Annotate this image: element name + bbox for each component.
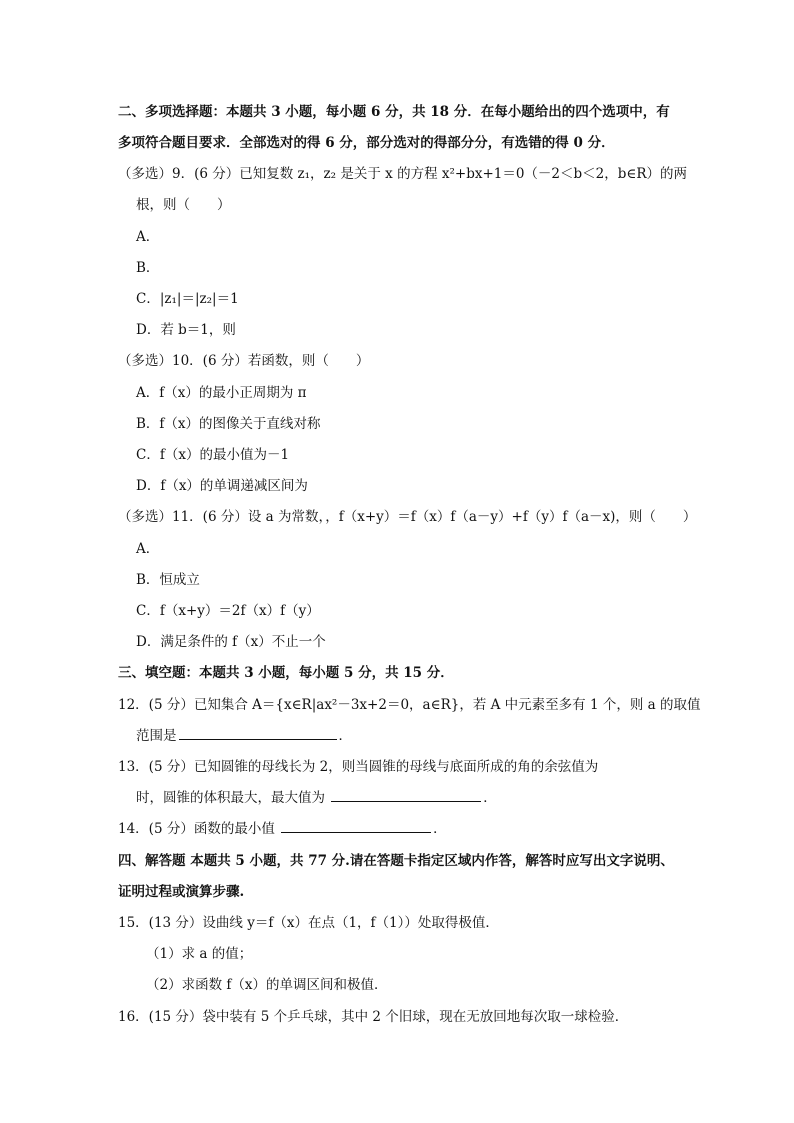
- q14-text: 14．(5 分）函数的最小值: [118, 821, 275, 837]
- q9-option-c: C．|z₁|＝|z₂|＝1: [136, 291, 239, 307]
- section3-header: 三、填空题：本题共 3 小题，每小题 5 分，共 15 分．: [118, 665, 454, 681]
- q12-answer-blank[interactable]: [179, 727, 337, 740]
- q14-end: ．: [433, 821, 447, 837]
- q11-option-c: C．f（x+y）＝2f（x）f（y）: [136, 603, 320, 619]
- section4-header-line2: 证明过程或演算步骤.: [118, 884, 245, 900]
- q9-stem-line2: 根，则（ ）: [136, 197, 231, 213]
- q9-option-b: B．: [136, 260, 160, 276]
- q13-answer-blank[interactable]: [331, 789, 481, 802]
- q13-line2: [136, 789, 497, 807]
- q14-line: [118, 820, 447, 838]
- q12-line2-end: ．: [338, 728, 352, 744]
- q13-line1: 13．(5 分）已知圆锥的母线长为 2，则当圆锥的母线与底面所成的角的余弦值为: [118, 759, 599, 775]
- q15-stem: 15．(13 分）设曲线 y＝f（x）在点（1，f（1））处取得极值．: [118, 915, 499, 931]
- q9-stem-line1: （多选）9．(6 分）已知复数 z₁，z₂ 是关于 x 的方程 x²+bx+1＝0（－2＜b＜2，b∈R）的两: [118, 166, 688, 182]
- q10-option-b: B．f（x）的图像关于直线对称: [136, 416, 321, 432]
- section2-header-line2: 多项符合题目要求．全部选对的得 6 分，部分选对的得部分分，有选错的得 0 分．: [118, 135, 615, 151]
- q12-line2: [136, 727, 352, 745]
- q10-option-d: D．f（x）的单调递减区间为: [136, 478, 308, 494]
- section2-header-line1: 二、多项选择题：本题共 3 小题，每小题 6 分，共 18 分．在每小题给出的四个选项中，有: [118, 104, 670, 120]
- q15-part1: （1）求 a 的值；: [146, 946, 253, 962]
- q14-answer-blank[interactable]: [281, 820, 431, 833]
- q9-option-d: D．若 b＝1，则: [136, 322, 236, 338]
- q13-line2-end: ．: [483, 790, 497, 806]
- q10-stem: （多选）10．(6 分）若函数，则（ ）: [118, 353, 370, 369]
- q11-option-b: B．恒成立: [136, 572, 200, 588]
- q11-option-d: D．满足条件的 f（x）不止一个: [136, 634, 326, 650]
- q13-line2-text: 时，圆锥的体积最大，最大值为: [136, 790, 325, 806]
- q11-option-a: A．: [136, 541, 160, 557]
- q11-stem: （多选）11．(6 分）设 a 为常数，，f（x+y）＝f（x）f（a－y）+f（y）f（a－x)，则（ ）: [118, 509, 697, 525]
- q12-line2-text: 范围是: [136, 728, 177, 744]
- q9-option-a: A．: [136, 229, 160, 245]
- q12-line1: 12．(5 分）已知集合 A＝{x∈R|ax²－3x+2＝0，a∈R}，若 A 中元素至多有 1 个，则 a 的取值: [118, 697, 701, 713]
- q16-stem: 16．(15 分）袋中装有 5 个乒乓球，其中 2 个旧球，现在无放回地每次取一球检验．: [118, 1009, 629, 1025]
- q10-option-c: C．f（x）的最小值为－1: [136, 447, 290, 463]
- q10-option-a: A．f（x）的最小正周期为 π: [136, 385, 307, 401]
- q15-part2: （2）求函数 f（x）的单调区间和极值．: [146, 977, 388, 993]
- section4-header-line1: 四、解答题 本题共 5 小题，共 77 分.请在答题卡指定区域内作答，解答时应写出文字说明、: [118, 853, 674, 869]
